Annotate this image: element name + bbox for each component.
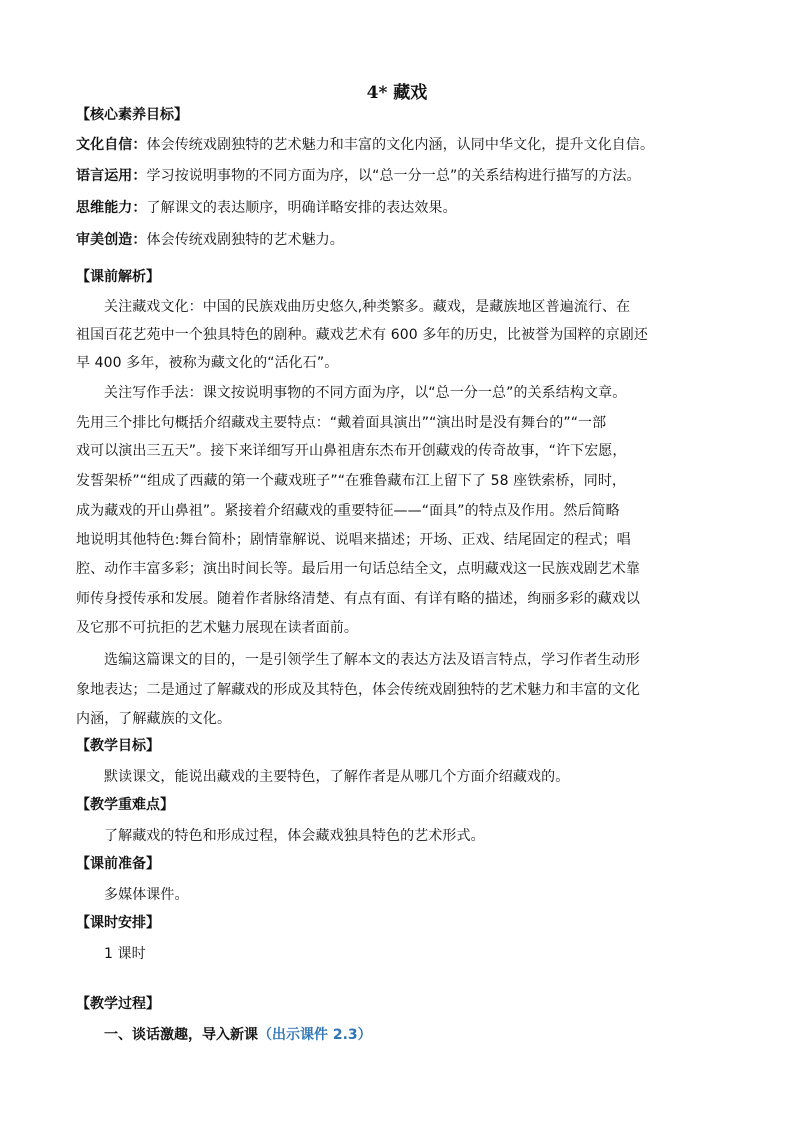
goal-text: 了解课文的表达顺序，明确详略安排的表达效果。 <box>146 200 457 216</box>
analysis-line: 及它那不可抗拒的艺术魅力展现在读者面前。 <box>76 620 358 636</box>
preparation-text: 多媒体课件。 <box>104 887 189 903</box>
goal-label: 语言运用： <box>76 168 147 184</box>
schedule-heading: 【课时安排】 <box>76 915 160 931</box>
process-step-1 <box>104 1024 372 1046</box>
goal-language <box>76 165 726 187</box>
analysis-line: 发誓架桥”“组成了西藏的第一个藏戏班子”“在雅鲁藏布江上留下了 58 座铁索桥，同时， <box>76 473 627 489</box>
preparation-heading: 【课前准备】 <box>76 856 160 872</box>
goal-label: 文化自信： <box>76 137 147 153</box>
teaching-goal-heading: 【教学目标】 <box>76 738 160 754</box>
analysis-line: 祖国百花艺苑中一个独具特色的剧种。藏戏艺术有 600 多年的历史，比被誉为国粹的京剧还 <box>76 327 648 343</box>
analysis-line: 内涵，了解藏族的文化。 <box>76 711 232 727</box>
lesson-title: 4* 藏戏 <box>366 83 428 103</box>
goal-aesthetic <box>76 229 726 251</box>
goal-label: 审美创造： <box>76 232 147 248</box>
step-note: （出示课件 2.3） <box>258 1027 372 1043</box>
goal-text: 学习按说明事物的不同方面为序，以“总一分一总”的关系结构进行描写的方法。 <box>146 168 641 184</box>
analysis-line: 关注藏戏文化：中国的民族戏曲历史悠久,种类繁多。藏戏，是藏族地区普遍流行、在 <box>104 299 631 315</box>
goal-thinking <box>76 197 726 219</box>
goal-culture <box>76 134 726 156</box>
analysis-line: 师传身授传承和发展。随着作者脉络清楚、有点有面、有详有略的描述，绚丽多彩的藏戏以 <box>76 591 640 607</box>
goal-text: 体会传统戏剧独特的艺术魅力和丰富的文化内涵，认同中华文化，提升文化自信。 <box>146 137 655 153</box>
analysis-line: 地说明其他特色:舞台简朴；剧情靠解说、说唱来描述；开场、正戏、结尾固定的程式；唱 <box>76 532 631 548</box>
analysis-line: 腔、动作丰富多彩；演出时间长等。最后用一句话总结全文，点明藏戏这一民族戏剧艺术靠 <box>76 561 640 577</box>
core-goals-heading: 【核心素养目标】 <box>76 107 188 123</box>
step-title: 一、谈话激趣，导入新课 <box>104 1027 258 1043</box>
pre-analysis-heading: 【课前解析】 <box>76 269 160 285</box>
analysis-line: 象地表达；二是通过了解藏戏的形成及其特色，体会传统戏剧独特的艺术魅力和丰富的文化 <box>76 682 640 698</box>
schedule-text: 1 课时 <box>104 946 146 962</box>
goal-label: 思维能力： <box>76 200 147 216</box>
goal-text: 体会传统戏剧独特的艺术魅力。 <box>146 232 344 248</box>
analysis-line: 戏可以演出三五天”。接下来详细写开山鼻祖唐东杰布开创藏戏的传奇故事，“许下宏愿， <box>76 443 627 459</box>
process-heading: 【教学过程】 <box>76 996 160 1012</box>
analysis-line: 先用三个排比句概括介绍藏戏主要特点：“戴着面具演出”“演出时是没有舞台的”“一部 <box>76 415 607 431</box>
key-points-text: 了解藏戏的特色和形成过程，体会藏戏独具特色的艺术形式。 <box>104 828 485 844</box>
analysis-line: 选编这篇课文的目的，一是引领学生了解本文的表达方法及语言特点，学习作者生动形 <box>104 652 640 668</box>
analysis-line: 关注写作手法：课文按说明事物的不同方面为序，以“总一分一总”的关系结构文章。 <box>104 385 627 401</box>
analysis-line: 早 400 多年，被称为藏文化的“活化石”。 <box>76 355 339 371</box>
key-points-heading: 【教学重难点】 <box>76 797 174 813</box>
teaching-goal-text: 默读课文，能说出藏戏的主要特色，了解作者是从哪几个方面介绍藏戏的。 <box>104 769 570 785</box>
analysis-line: 成为藏戏的开山鼻祖”。紧接着介绍藏戏的重要特征——“面具”的特点及作用。然后简略 <box>76 503 620 519</box>
